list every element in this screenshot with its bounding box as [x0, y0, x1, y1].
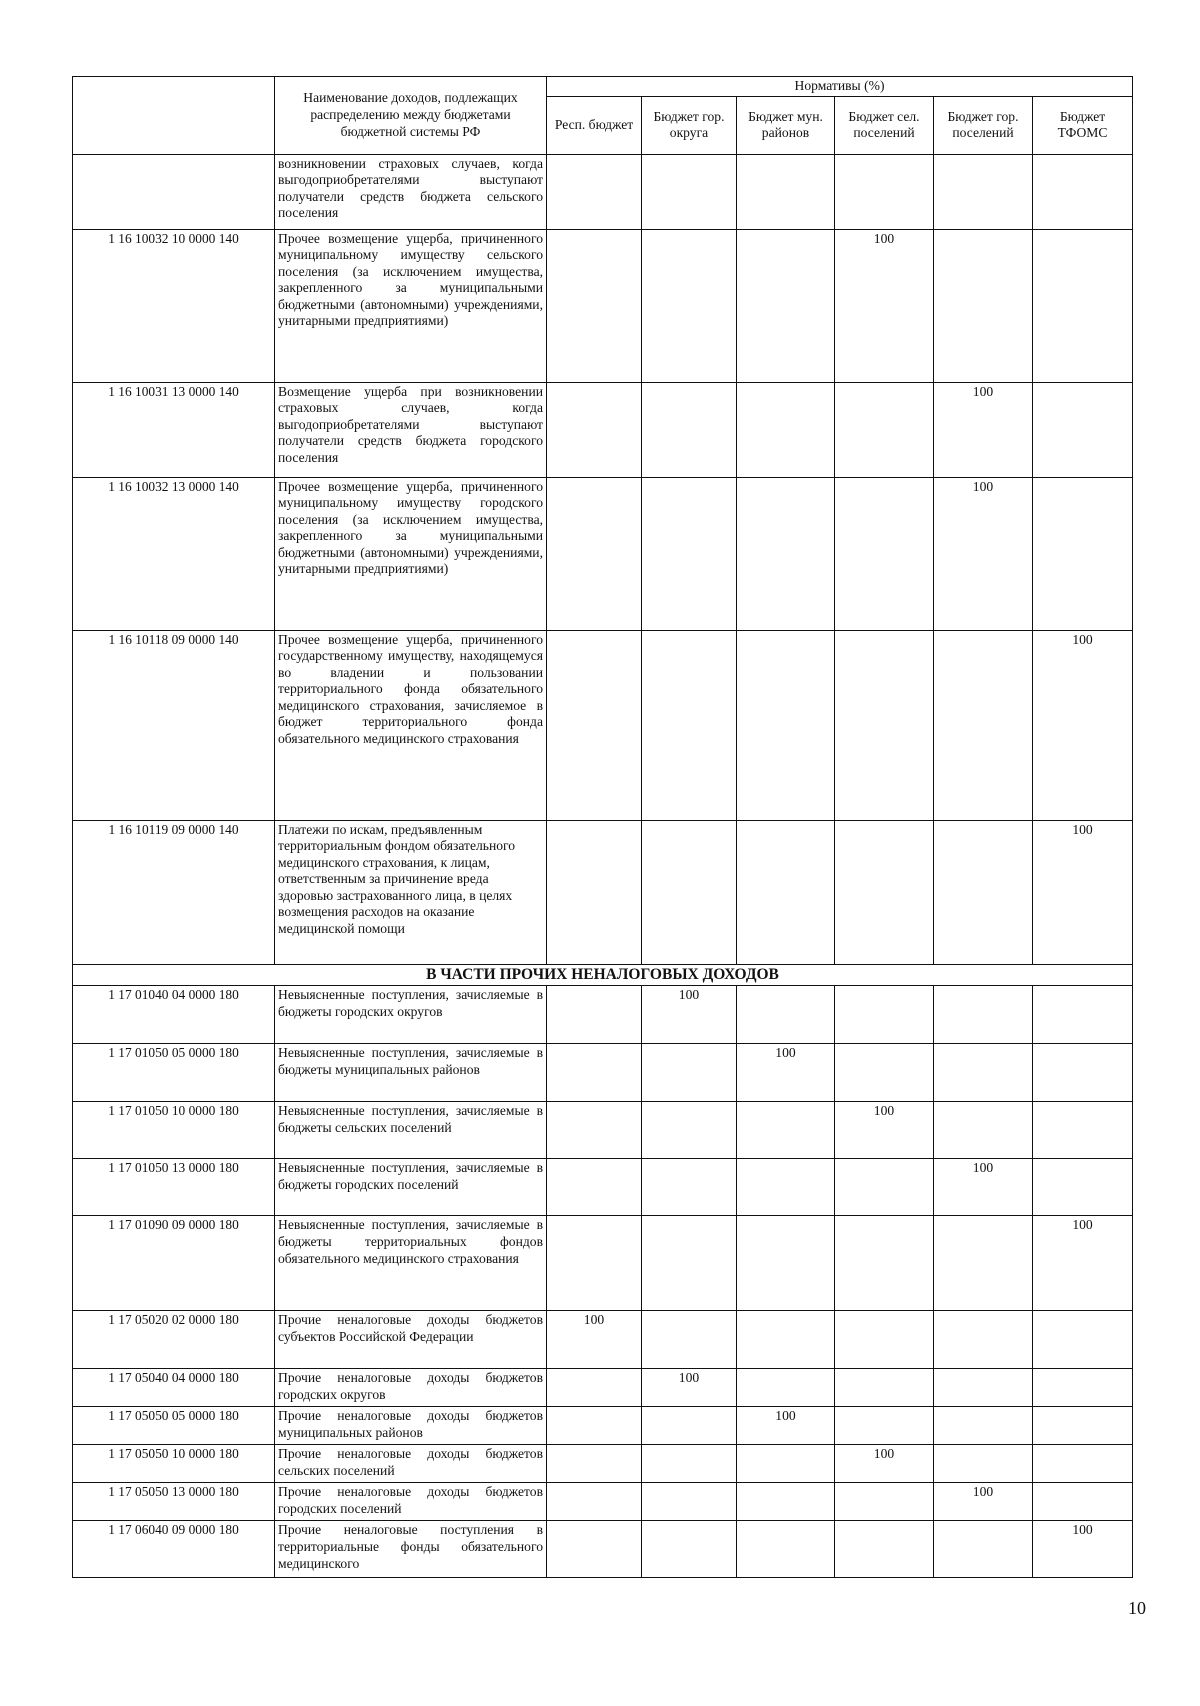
row-code: [73, 154, 275, 229]
row-value: [547, 382, 642, 477]
row-name: Прочие неналоговые доходы бюджетов городских округов: [275, 1369, 547, 1407]
row-value: [642, 1216, 737, 1311]
row-value: [835, 154, 934, 229]
row-value: 100: [1033, 1521, 1133, 1578]
table-row: [73, 1216, 1133, 1311]
row-value: 100: [547, 1311, 642, 1369]
row-value: [642, 229, 737, 382]
row-value: [934, 1216, 1033, 1311]
row-code: 1 17 05050 05 0000 180: [73, 1407, 275, 1445]
row-value: [642, 1159, 737, 1216]
row-value: [737, 820, 835, 964]
row-code: 1 17 01050 10 0000 180: [73, 1102, 275, 1159]
row-value: [1033, 382, 1133, 477]
row-value: [934, 1044, 1033, 1102]
row-value: [737, 986, 835, 1044]
row-name: Прочее возмещение ущерба, причиненного государственному имуществу, находящемуся во владении и пользовании территориального фонда обязательного медицинского страхования, зачисляемое в бюджет территориального фонда обязательного медицинского страхования: [275, 630, 547, 820]
row-value: [642, 1521, 737, 1578]
row-name: Прочие неналоговые поступления в территориальные фонды обязательного медицинского: [275, 1521, 547, 1578]
row-value: [835, 1483, 934, 1521]
row-value: 100: [1033, 1216, 1133, 1311]
row-value: [1033, 1311, 1133, 1369]
row-value: [934, 1102, 1033, 1159]
row-value: [934, 986, 1033, 1044]
row-name: Прочее возмещение ущерба, причиненного муниципальному имуществу сельского поселения (за исключением имущества, закрепленного за муниципальными бюджетными (автономными) учреждениями, унитарными предприятиями): [275, 229, 547, 382]
row-value: [547, 1102, 642, 1159]
row-value: 100: [1033, 630, 1133, 820]
table-row: [73, 986, 1133, 1044]
row-code: 1 17 05020 02 0000 180: [73, 1311, 275, 1369]
table-row: [73, 1407, 1133, 1445]
table-row: [73, 1521, 1133, 1578]
row-code: 1 16 10031 13 0000 140: [73, 382, 275, 477]
row-value: 100: [934, 477, 1033, 630]
row-value: [737, 477, 835, 630]
row-value: 100: [835, 1445, 934, 1483]
row-value: [1033, 1044, 1133, 1102]
column-header-tfoms-budget: Бюджет ТФОМС: [1033, 96, 1133, 154]
row-name: Невыясненные поступления, зачисляемые в бюджеты сельских поселений: [275, 1102, 547, 1159]
row-value: 100: [934, 1483, 1033, 1521]
row-code: 1 16 10032 13 0000 140: [73, 477, 275, 630]
row-name: Прочие неналоговые доходы бюджетов субъектов Российской Федерации: [275, 1311, 547, 1369]
table-row: [73, 1044, 1133, 1102]
row-value: [835, 1407, 934, 1445]
row-value: [547, 477, 642, 630]
row-value: 100: [934, 382, 1033, 477]
row-value: [547, 1407, 642, 1445]
row-value: [934, 820, 1033, 964]
row-value: 100: [737, 1407, 835, 1445]
row-code: 1 17 05050 10 0000 180: [73, 1445, 275, 1483]
row-value: [835, 630, 934, 820]
page-number: 10: [1128, 1598, 1146, 1618]
row-value: 100: [642, 986, 737, 1044]
row-value: [737, 1159, 835, 1216]
row-value: [642, 154, 737, 229]
row-value: [547, 229, 642, 382]
row-value: [835, 986, 934, 1044]
row-value: [835, 1159, 934, 1216]
row-code: 1 17 01090 09 0000 180: [73, 1216, 275, 1311]
row-code: 1 16 10032 10 0000 140: [73, 229, 275, 382]
row-name: возникновении страховых случаев, когда выгодоприобретателями выступают получатели средств бюджета сельского поселения: [275, 154, 547, 229]
row-value: [642, 1102, 737, 1159]
row-name: Невыясненные поступления, зачисляемые в бюджеты территориальных фондов обязательного медицинского страхования: [275, 1216, 547, 1311]
row-value: [934, 1445, 1033, 1483]
row-value: [547, 630, 642, 820]
row-value: [737, 1521, 835, 1578]
row-value: [1033, 1159, 1133, 1216]
row-value: 100: [737, 1044, 835, 1102]
row-value: [642, 1407, 737, 1445]
row-value: [547, 1521, 642, 1578]
row-value: 100: [835, 229, 934, 382]
row-value: [642, 1311, 737, 1369]
row-value: [642, 820, 737, 964]
row-value: [737, 382, 835, 477]
row-name: Невыясненные поступления, зачисляемые в бюджеты муниципальных районов: [275, 1044, 547, 1102]
row-code: 1 17 01050 05 0000 180: [73, 1044, 275, 1102]
row-value: [934, 1311, 1033, 1369]
row-value: [642, 1044, 737, 1102]
row-value: [737, 1311, 835, 1369]
row-value: [547, 1445, 642, 1483]
row-value: [835, 1311, 934, 1369]
row-value: [547, 1216, 642, 1311]
table-row: [73, 1483, 1133, 1521]
table-row: [73, 229, 1133, 382]
row-value: [642, 477, 737, 630]
row-value: [1033, 154, 1133, 229]
row-value: [1033, 477, 1133, 630]
column-header-urban-settlements-budget: Бюджет гор. поселений: [934, 96, 1033, 154]
row-value: [835, 1044, 934, 1102]
row-value: 100: [835, 1102, 934, 1159]
table-row: [73, 1311, 1133, 1369]
row-value: [642, 382, 737, 477]
row-code: 1 16 10118 09 0000 140: [73, 630, 275, 820]
row-name: Прочие неналоговые доходы бюджетов сельских поселений: [275, 1445, 547, 1483]
table-row: [73, 1102, 1133, 1159]
row-value: [642, 1445, 737, 1483]
column-header-resp-budget: Респ. бюджет: [547, 96, 642, 154]
row-value: [737, 229, 835, 382]
row-code: 1 16 10119 09 0000 140: [73, 820, 275, 964]
row-name: Возмещение ущерба при возникновении страховых случаев, когда выгодоприобретателями выступают получатели средств бюджета городского поселения: [275, 382, 547, 477]
row-code: 1 17 05050 13 0000 180: [73, 1483, 275, 1521]
row-value: [835, 1369, 934, 1407]
row-value: [642, 1483, 737, 1521]
row-value: [737, 630, 835, 820]
row-value: [1033, 229, 1133, 382]
section-heading: В ЧАСТИ ПРОЧИХ НЕНАЛОГОВЫХ ДОХОДОВ: [73, 964, 1133, 986]
row-value: [547, 1159, 642, 1216]
row-code: 1 17 01040 04 0000 180: [73, 986, 275, 1044]
row-value: [737, 154, 835, 229]
row-value: [835, 477, 934, 630]
revenue-normatives-table: [72, 76, 1133, 1578]
row-value: [934, 1369, 1033, 1407]
table-row: [73, 382, 1133, 477]
row-value: [934, 1521, 1033, 1578]
row-value: [835, 820, 934, 964]
row-code: 1 17 05040 04 0000 180: [73, 1369, 275, 1407]
row-value: [547, 1369, 642, 1407]
row-value: [547, 1483, 642, 1521]
column-header-rural-settlements-budget: Бюджет сел. поселений: [835, 96, 934, 154]
table-row: [73, 630, 1133, 820]
table-row: [73, 477, 1133, 630]
row-name: Платежи по искам, предъявленным территориальным фондом обязательного медицинского страхования, к лицам, ответственным за причинение вреда здоровью застрахованного лица, в целях возмещения расходов на оказание медицинской помощи: [275, 820, 547, 964]
row-value: [835, 1521, 934, 1578]
row-name: Прочие неналоговые доходы бюджетов муниципальных районов: [275, 1407, 547, 1445]
row-value: 100: [642, 1369, 737, 1407]
row-value: [547, 820, 642, 964]
row-value: [547, 986, 642, 1044]
row-name: Невыясненные поступления, зачисляемые в бюджеты городских поселений: [275, 1159, 547, 1216]
row-value: [1033, 1369, 1133, 1407]
code-column-header: [73, 77, 275, 155]
section-heading-row: [73, 964, 1133, 986]
table-row: [73, 1445, 1133, 1483]
row-value: [737, 1369, 835, 1407]
row-value: [737, 1483, 835, 1521]
row-value: [934, 630, 1033, 820]
row-value: [642, 630, 737, 820]
row-code: 1 17 06040 09 0000 180: [73, 1521, 275, 1578]
row-value: [547, 1044, 642, 1102]
row-value: [934, 229, 1033, 382]
row-value: [737, 1102, 835, 1159]
row-value: [934, 154, 1033, 229]
name-column-header: Наименование доходов, подлежащих распределению между бюджетами бюджетной системы РФ: [275, 77, 547, 155]
table-row: [73, 1159, 1133, 1216]
table-row: [73, 1369, 1133, 1407]
row-value: 100: [1033, 820, 1133, 964]
row-value: [737, 1216, 835, 1311]
row-name: Прочие неналоговые доходы бюджетов городских поселений: [275, 1483, 547, 1521]
row-value: [934, 1407, 1033, 1445]
normatives-header: Нормативы (%): [547, 77, 1133, 97]
column-header-city-district-budget: Бюджет гор. округа: [642, 96, 737, 154]
row-value: [1033, 1407, 1133, 1445]
row-value: [835, 1216, 934, 1311]
row-value: [835, 382, 934, 477]
row-name: Невыясненные поступления, зачисляемые в бюджеты городских округов: [275, 986, 547, 1044]
row-value: [1033, 986, 1133, 1044]
row-value: [547, 154, 642, 229]
row-value: 100: [934, 1159, 1033, 1216]
row-value: [1033, 1102, 1133, 1159]
row-value: [737, 1445, 835, 1483]
row-value: [1033, 1483, 1133, 1521]
row-value: [1033, 1445, 1133, 1483]
row-code: 1 17 01050 13 0000 180: [73, 1159, 275, 1216]
table-row: [73, 154, 1133, 229]
row-name: Прочее возмещение ущерба, причиненного муниципальному имуществу городского поселения (за исключением имущества, закрепленного за муниципальными бюджетными (автономными) учреждениями, унитарными предприятиями): [275, 477, 547, 630]
column-header-municipal-districts-budget: Бюджет мун. районов: [737, 96, 835, 154]
table-row: [73, 820, 1133, 964]
